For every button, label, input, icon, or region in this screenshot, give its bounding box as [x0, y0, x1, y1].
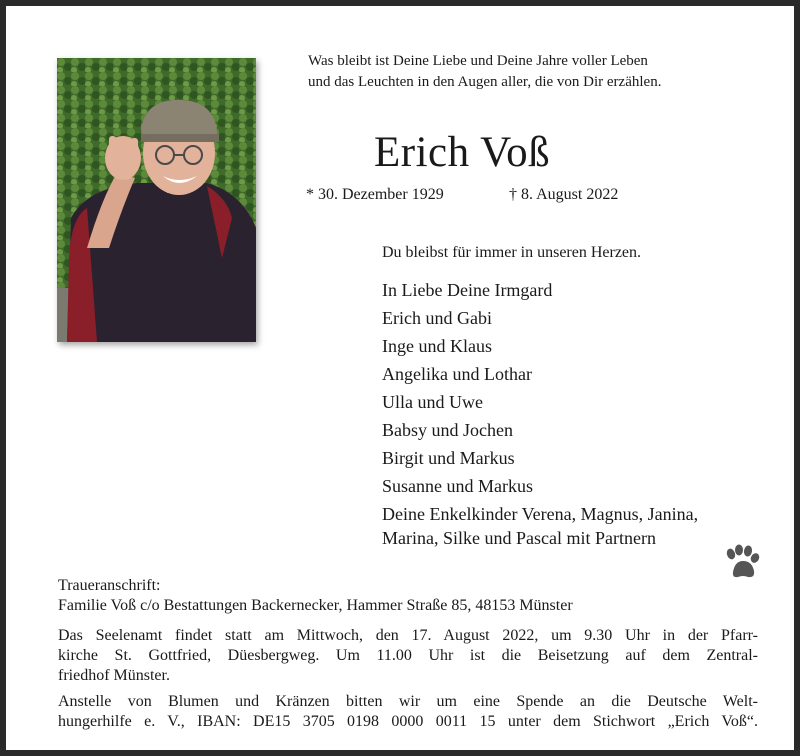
service-info: [58, 626, 758, 686]
mourner: Babsy und Jochen: [382, 420, 513, 440]
death-date: † 8. August 2022: [509, 186, 619, 203]
service-line-3: friedhof Münster.: [58, 667, 170, 684]
mourner: Birgit und Markus: [382, 448, 515, 468]
donation-line-2: hungerhilfe e. V., IBAN: DE15 3705 0198 0000 0011 15 unter dem Stichwort „Erich Voß“.: [58, 713, 758, 730]
quote-line-1: Was bleibt ist Deine Liebe und Deine Jahre voller Leben: [308, 53, 648, 69]
mourner: Erich und Gabi: [382, 308, 492, 328]
address-value: Familie Voß c/o Bestattungen Backernecker, Hammer Straße 85, 48153 Münster: [58, 597, 573, 614]
mourner: Ulla und Uwe: [382, 392, 483, 412]
mourning-address: [58, 576, 758, 616]
donation-info: [58, 692, 758, 732]
deceased-name: Erich Voß: [374, 129, 551, 176]
service-line-1: Das Seelenamt findet statt am Mittwoch, den 17. August 2022, um 9.30 Uhr in der Pfarr-: [58, 627, 758, 644]
quote-line-2: und das Leuchten in den Augen aller, die von Dir erzählen.: [308, 74, 662, 90]
mourners-list: [382, 276, 552, 500]
epitaph-quote: [308, 51, 768, 93]
mourner: Inge und Klaus: [382, 336, 492, 356]
grandchildren: [382, 502, 698, 550]
grandchildren-line-1: Deine Enkelkinder Verena, Magnus, Janina,: [382, 504, 699, 524]
address-label: Traueranschrift:: [58, 577, 161, 594]
motto: Du bleibst für immer in unseren Herzen.: [382, 244, 642, 261]
grandchildren-line-2: Marina, Silke und Pascal mit Partnern: [382, 528, 656, 548]
mourner: Angelika und Lothar: [382, 364, 532, 384]
mourner: Susanne und Markus: [382, 476, 533, 496]
portrait-photo: [57, 58, 256, 342]
service-line-2: kirche St. Gottfried, Düesbergweg. Um 11.00 Uhr ist die Beisetzung auf dem Zentral-: [58, 647, 758, 664]
donation-line-1: Anstelle von Blumen und Kränzen bitten wir um eine Spende an die Deutsche Welt-: [58, 693, 758, 710]
mourner: In Liebe Deine Irmgard: [382, 280, 553, 300]
birth-date: * 30. Dezember 1929: [306, 186, 444, 203]
